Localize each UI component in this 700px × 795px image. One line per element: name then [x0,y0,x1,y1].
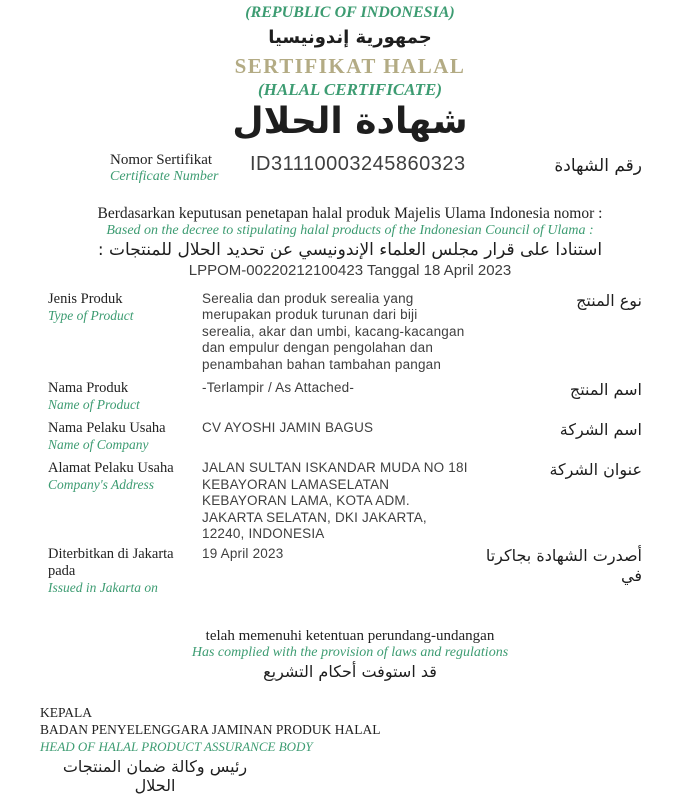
decree-line-indonesian: Berdasarkan keputusan penetapan halal produk Majelis Ulama Indonesia nomor : [97,204,603,222]
republic-of-indonesia-arabic: جمهورية إندونيسيا [268,27,432,48]
signatory-title-kepala: KEPALA [40,704,93,720]
field-value: JALAN SULTAN ISKANDAR MUDA NO 18I KEBAYORAN LAMASELATAN KEBAYORAN LAMA, KOTA ADM. JAKARTA SELATAN, DKI JAKARTA, 12240, INDONESIA [202,460,468,542]
field-label-arabic: اسم المنتج [569,380,642,400]
field-label-block [0,380,200,413]
signatory-body-indonesian: BADAN PENYELENGGARA JAMINAN PRODUK HALAL [40,721,381,737]
field-label-block [0,546,200,596]
field-row-name-of-product [0,380,700,413]
field-label-english: Company's Address [48,477,155,493]
certificate-number-label-arabic: رقم الشهادة [554,155,642,176]
compliance-line-indonesian: telah memenuhi ketentuan perundang-undangan [205,627,495,644]
field-label-indonesian: Nama Pelaku Usaha [48,420,166,437]
certificate-number-label-indonesian: Nomor Sertifikat [110,151,213,168]
compliance-line-english: Has complied with the provision of laws and regulations [191,644,509,660]
certificate-title-arabic: شهادة الحلال [232,101,468,142]
decree-line-arabic: استنادا على قرار مجلس العلماء الإندونيسي عن تحديد الحلال للمنتجات : [97,239,603,260]
field-row-type-of-product [0,291,700,373]
field-label-indonesian: Jenis Produk [48,290,123,307]
document-header [0,4,700,142]
field-label-arabic: نوع المنتج [576,290,642,310]
republic-of-indonesia-english: (REPUBLIC OF INDONESIA) [245,4,455,21]
certificate-fields [0,291,700,596]
certificate-number-label-block [0,152,250,185]
signature-block [0,705,700,795]
certificate-number-row [0,152,700,185]
compliance-line-arabic: قد استوفت أحكام التشريع [263,661,437,681]
field-label-indonesian: Nama Produk [48,380,129,397]
field-label-english: Type of Product [48,308,134,324]
field-value: CV AYOSHI JAMIN BAGUS [202,420,374,436]
certificate-title-english: (HALAL CERTIFICATE) [257,80,443,99]
field-label-indonesian: Diterbitkan di Jakarta pada [48,545,174,579]
certificate-number-value: ID31110003245860323 [250,152,466,175]
signatory-body-arabic: رئيس وكالة ضمان المنتجات الحلال [62,756,248,795]
field-row-name-of-company [0,420,700,453]
decree-line-english: Based on the decree to stipulating halal products of the Indonesian Council of Ulama : [106,222,594,238]
field-label-indonesian: Alamat Pelaku Usaha [48,460,174,477]
field-value: 19 April 2023 [202,545,284,561]
field-label-english: Name of Company [48,437,149,453]
compliance-section [0,628,700,681]
decree-section [0,205,700,279]
field-row-issued-date [0,546,700,596]
certificate-number-label-english: Certificate Number [110,168,219,184]
field-label-arabic: أصدرت الشهادة بجاكرتا في [485,545,642,586]
decree-number-line: LPPOM-00220212100423 Tanggal 18 April 2023 [188,261,512,279]
field-label-arabic: اسم الشركة [559,420,642,440]
field-value: Serealia dan produk serealia yang merupakan produk turunan dari biji serealia, akar dan umbi, kacang-kacangan dan empulur dengan pengolahan dan penambahan bahan tambahan pangan [202,290,465,372]
field-label-arabic: عنوان الشركة [549,460,642,480]
certificate-title-indonesian: SERTIFIKAT HALAL [234,54,466,78]
field-label-block [0,460,200,493]
field-label-block [0,291,200,324]
field-row-company-address [0,460,700,542]
field-value: -Terlampir / As Attached- [202,380,355,396]
signatory-body-english: HEAD OF HALAL PRODUCT ASSURANCE BODY [40,738,313,754]
field-label-english: Issued in Jakarta on [48,579,158,595]
field-label-block [0,420,200,453]
field-label-english: Name of Product [48,397,140,413]
